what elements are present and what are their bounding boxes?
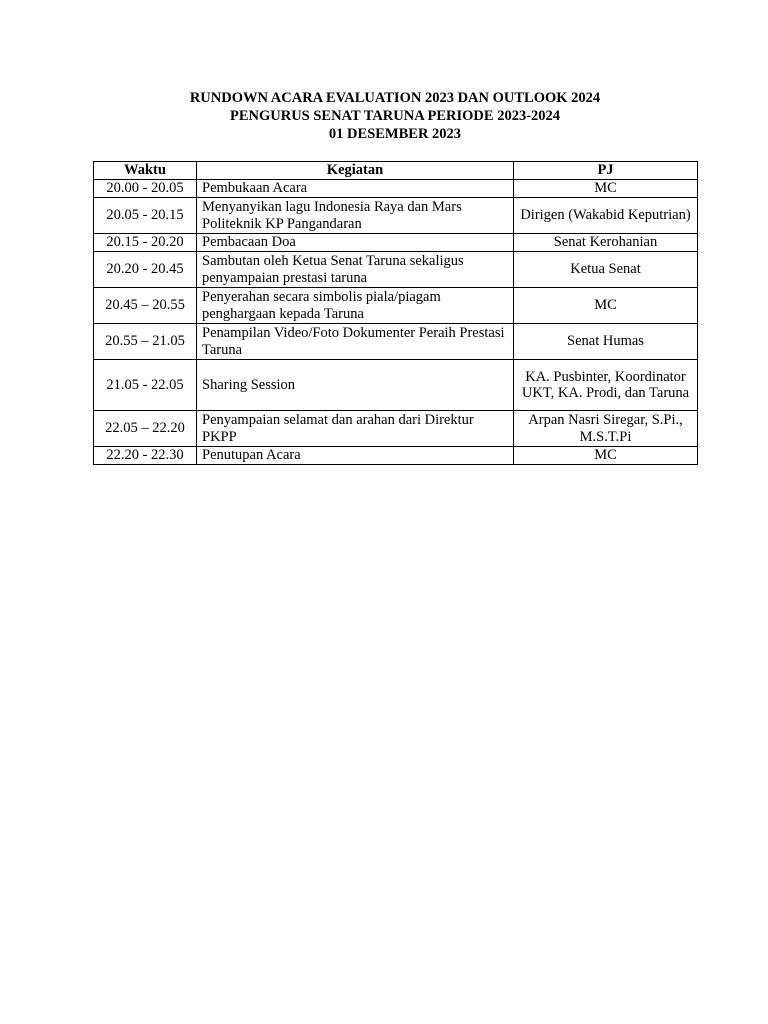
pj-cell: MC [514, 447, 698, 465]
pj-cell: KA. Pusbinter, Koordinator UKT, KA. Prodi, dan Taruna [514, 360, 698, 411]
column-header-time: Waktu [94, 162, 197, 180]
activity-cell: Pembukaan Acara [197, 180, 514, 198]
activity-cell: Penyampaian selamat dan arahan dari Direktur PKPP [197, 411, 514, 447]
table-row [94, 234, 698, 252]
table-row [94, 198, 698, 234]
activity-cell: Sharing Session [197, 360, 514, 411]
time-cell: 22.20 - 22.30 [94, 447, 197, 465]
pj-cell: Senat Kerohanian [514, 234, 698, 252]
rundown-table [93, 161, 698, 465]
pj-cell: MC [514, 288, 698, 324]
pj-cell: Dirigen (Wakabid Keputrian) [514, 198, 698, 234]
time-cell: 20.20 - 20.45 [94, 252, 197, 288]
table-row [94, 360, 698, 411]
heading-line-2: PENGURUS SENAT TARUNA PERIODE 2023-2024 [229, 108, 561, 124]
table-row [94, 447, 698, 465]
table-row [94, 288, 698, 324]
time-cell: 22.05 – 22.20 [94, 411, 197, 447]
time-cell: 20.45 – 20.55 [94, 288, 197, 324]
table-row [94, 252, 698, 288]
time-cell: 20.15 - 20.20 [94, 234, 197, 252]
activity-cell: Penutupan Acara [197, 447, 514, 465]
heading-line-3: 01 DESEMBER 2023 [328, 126, 462, 142]
document-heading [0, 89, 768, 143]
table-row [94, 324, 698, 360]
column-header-activity: Kegiatan [197, 162, 514, 180]
activity-cell: Sambutan oleh Ketua Senat Taruna sekaligus penyampaian prestasi taruna [197, 252, 514, 288]
heading-line-1: RUNDOWN ACARA EVALUATION 2023 DAN OUTLOOK 2024 [189, 90, 601, 106]
pj-cell: MC [514, 180, 698, 198]
time-cell: 20.55 – 21.05 [94, 324, 197, 360]
pj-cell: Arpan Nasri Siregar, S.Pi., M.S.T.Pi [514, 411, 698, 447]
pj-cell: Senat Humas [514, 324, 698, 360]
pj-cell: Ketua Senat [514, 252, 698, 288]
table-header-row [94, 162, 698, 180]
time-cell: 20.05 - 20.15 [94, 198, 197, 234]
activity-cell: Penyerahan secara simbolis piala/piagam penghargaan kepada Taruna [197, 288, 514, 324]
time-cell: 21.05 - 22.05 [94, 360, 197, 411]
activity-cell: Penampilan Video/Foto Dokumenter Peraih Prestasi Taruna [197, 324, 514, 360]
time-cell: 20.00 - 20.05 [94, 180, 197, 198]
activity-cell: Pembacaan Doa [197, 234, 514, 252]
column-header-pj: PJ [514, 162, 698, 180]
table-row [94, 411, 698, 447]
activity-cell: Menyanyikan lagu Indonesia Raya dan Mars Politeknik KP Pangandaran [197, 198, 514, 234]
table-row [94, 180, 698, 198]
